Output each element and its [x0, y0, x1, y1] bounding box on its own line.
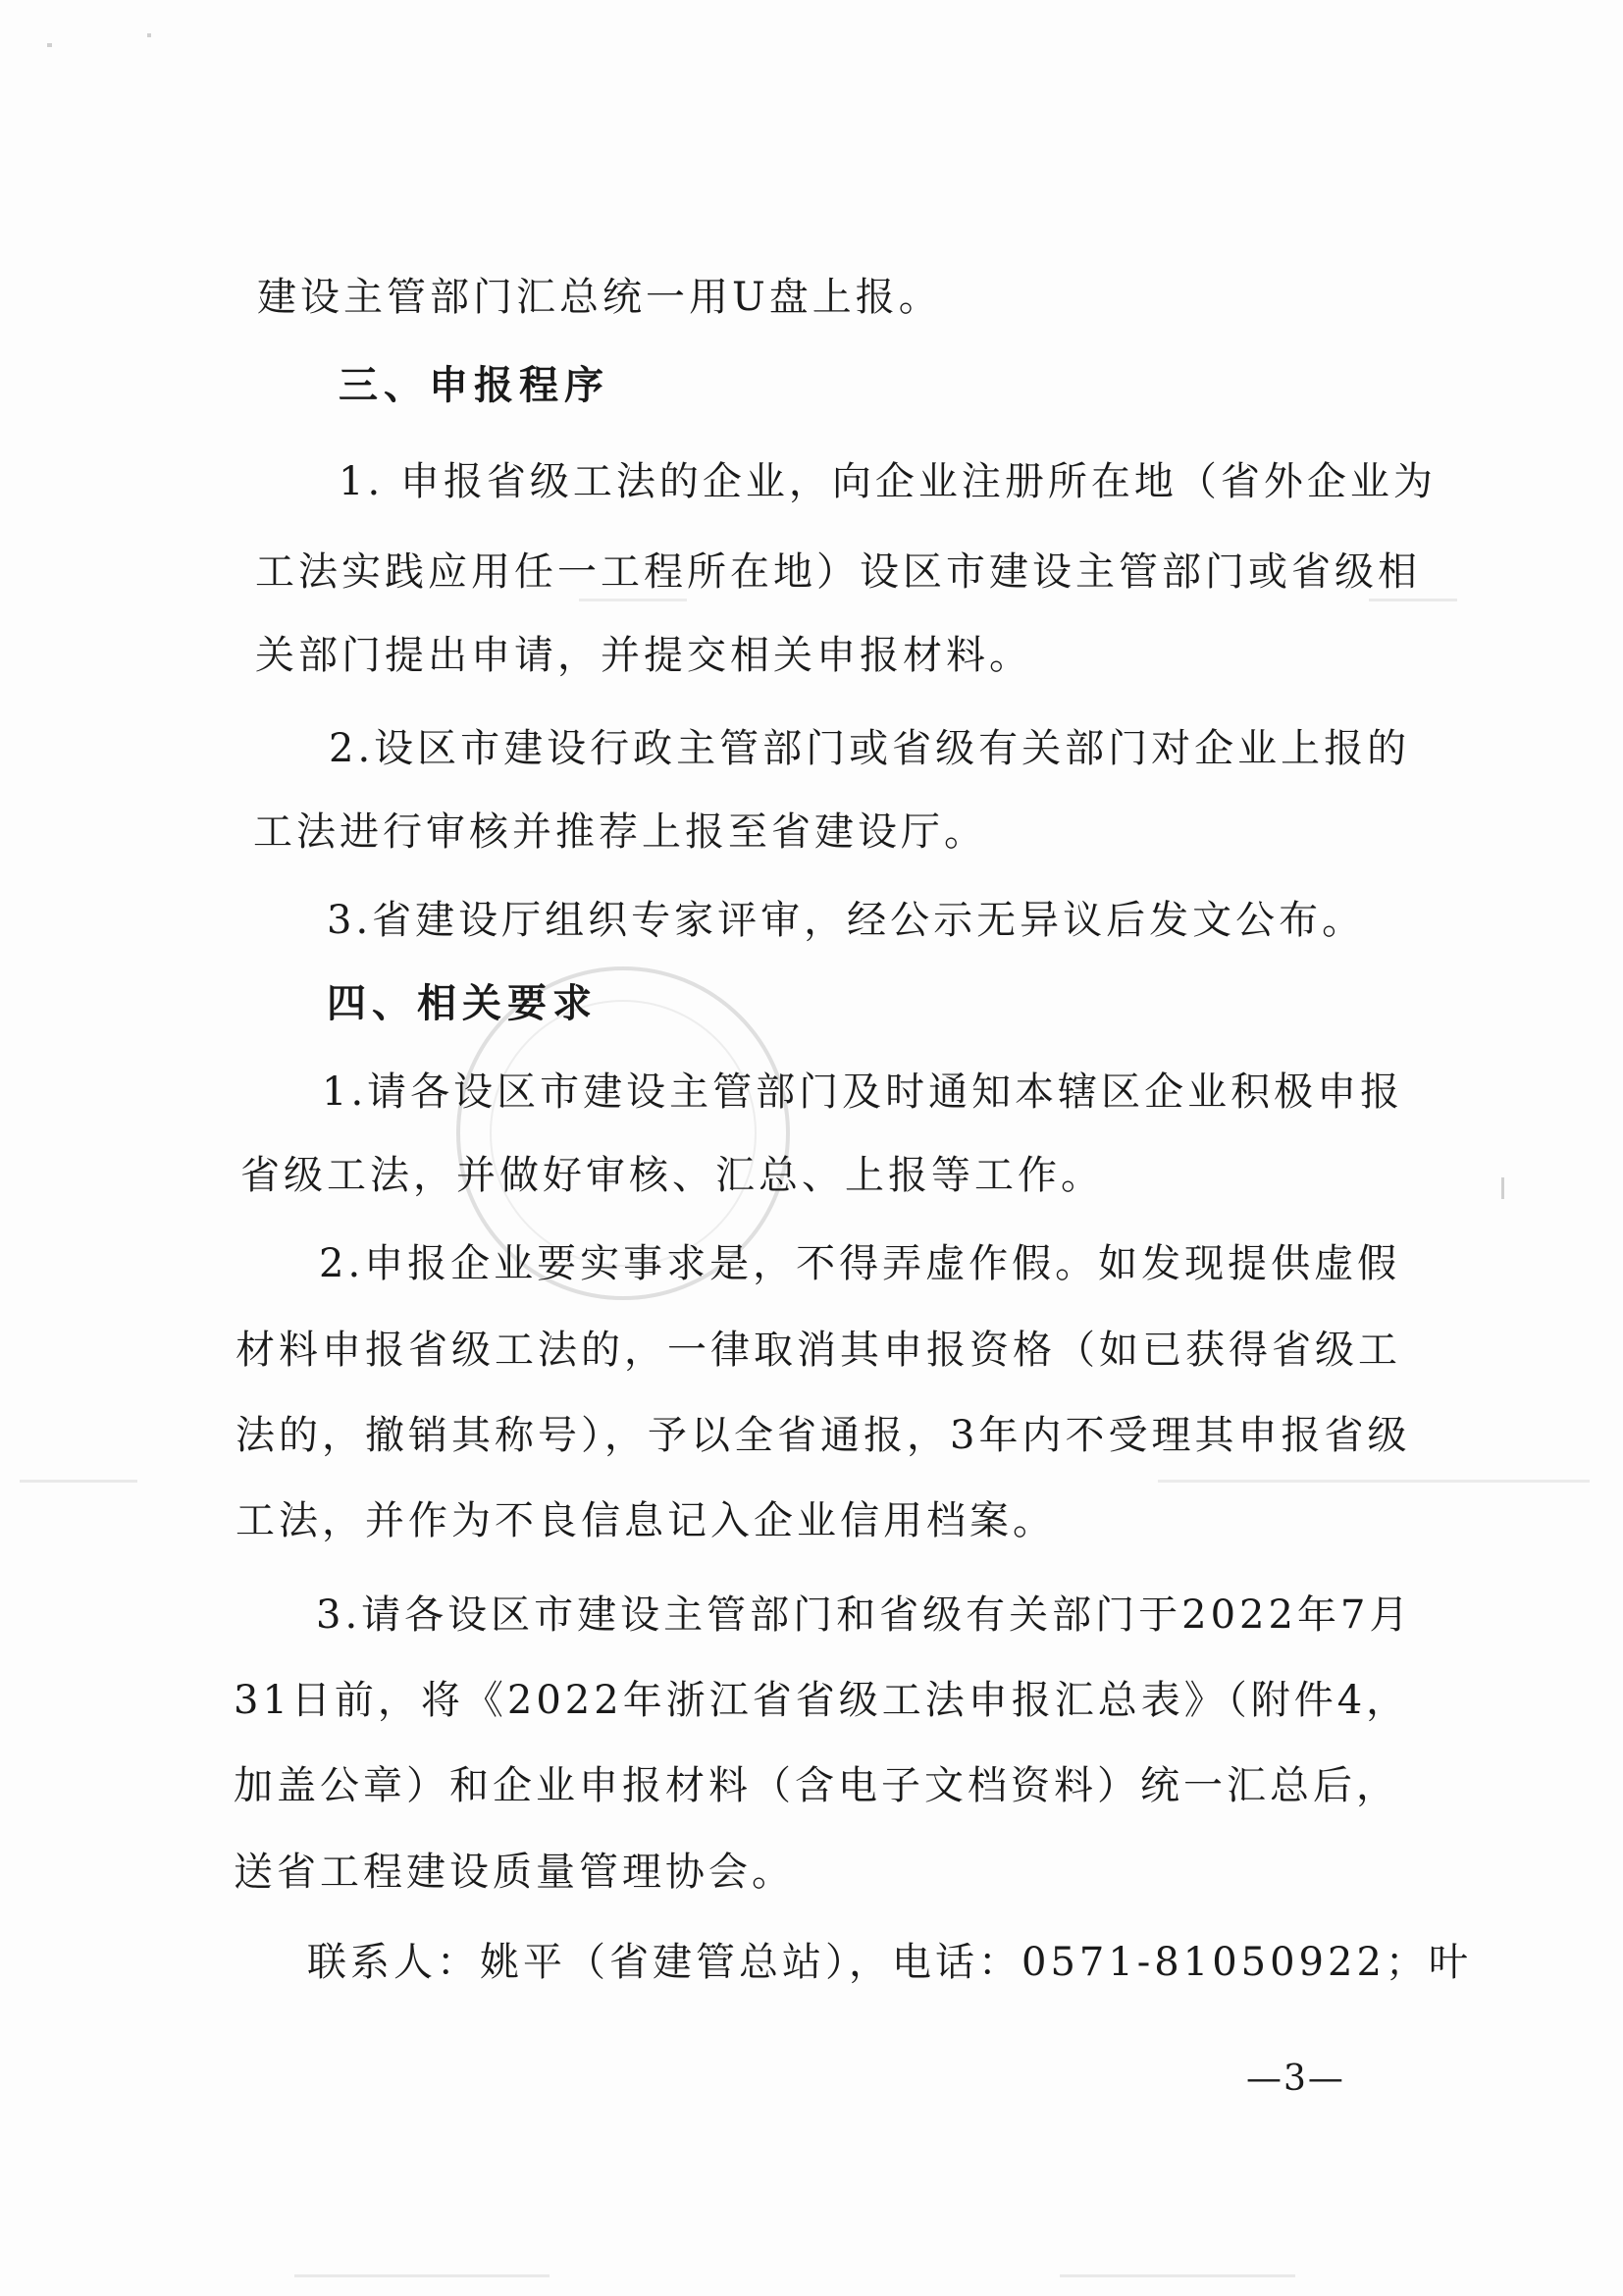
scan-speck — [1060, 2274, 1295, 2277]
text-line-1: 建设主管部门汇总统一用U盘上报。 — [257, 275, 942, 320]
text-line-14: 法的，撤销其称号），予以全省通报，3年内不受理其申报省级 — [236, 1413, 1411, 1458]
scan-speck — [1158, 1480, 1590, 1483]
section-heading-requirements: 四、相关要求 — [327, 981, 598, 1026]
text-line-6: 2.设区市建设行政主管部门或省级有关部门对企业上报的 — [329, 726, 1411, 771]
scan-speck — [294, 2274, 550, 2277]
scan-speck — [20, 1480, 137, 1483]
scan-speck — [47, 43, 52, 47]
text-line-4: 工法实践应用任一工程所在地）设区市建设主管部门或省级相 — [255, 549, 1421, 595]
text-line-19: 送省工程建设质量管理协会。 — [234, 1850, 795, 1895]
text-line-18: 加盖公章）和企业申报材料（含电子文档资料）统一汇总后， — [234, 1763, 1399, 1808]
text-line-10: 1.请各设区市建设主管部门及时通知本辖区企业积极申报 — [322, 1070, 1404, 1115]
text-line-11: 省级工法，并做好审核、汇总、上报等工作。 — [240, 1153, 1104, 1198]
text-line-15: 工法，并作为不良信息记入企业信用档案。 — [236, 1498, 1056, 1543]
section-heading-procedure: 三、申报程序 — [339, 363, 609, 408]
text-line-3: 1. 申报省级工法的企业，向企业注册所在地（省外企业为 — [339, 459, 1437, 504]
scan-speck — [147, 33, 151, 37]
scan-speck — [1501, 1177, 1504, 1199]
text-line-7: 工法进行审核并推荐上报至省建设厅。 — [253, 809, 987, 855]
scan-speck — [1369, 599, 1457, 601]
text-line-13: 材料申报省级工法的，一律取消其申报资格（如已获得省级工 — [236, 1328, 1401, 1373]
scan-speck — [579, 599, 687, 601]
text-line-20: 联系人：姚平（省建管总站），电话：0571-81050922；叶 — [307, 1940, 1472, 1985]
text-line-8: 3.省建设厅组织专家评审，经公示无异议后发文公布。 — [327, 898, 1366, 943]
text-line-12: 2.申报企业要实事求是，不得弄虚作假。如发现提供虚假 — [319, 1241, 1401, 1286]
page-number: —3— — [1246, 2059, 1345, 2099]
text-line-16: 3.请各设区市建设主管部门和省级有关部门于2022年7月 — [316, 1592, 1413, 1638]
text-line-5: 关部门提出申请，并提交相关申报材料。 — [255, 633, 1032, 678]
text-line-17: 31日前，将《2022年浙江省省级工法申报汇总表》（附件4， — [234, 1678, 1410, 1723]
